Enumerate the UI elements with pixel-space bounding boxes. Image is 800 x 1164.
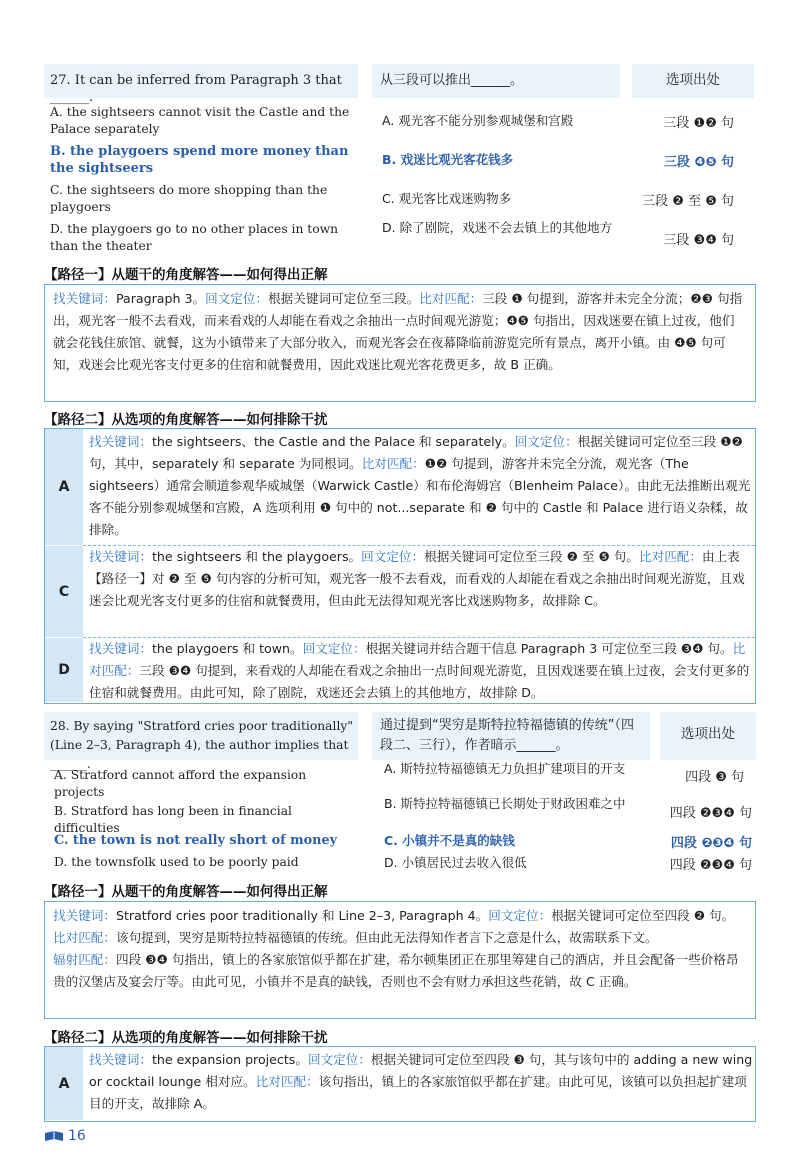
q28-path1-text: 找关键词：Stratford cries poor traditionally 和 Line 2–3, Paragraph 4。回文定位：根据关键词可定位至四段 ❷ 句。 比对匹配：该句提到，哭穷是斯特拉特福德镇的传统。但由此无法得知作者言下之意是什么，故需联系下文。 辐射匹配：四段 ❸❹ 句指出，镇上的各家旅馆似乎都在扩建，希尔顿集团正在那里筹建自己的酒店，并且会配备一些价格昂贵的汉堡店及宴会厅等。由此可见，小镇并不是真的缺钱，否则也不会有财力承担这些花销，故 C 正确。 <box>53 908 739 989</box>
q27-stem-cn: 从三段可以推出______。 <box>380 73 524 88</box>
q27-stem-bar <box>44 64 358 105</box>
book-icon <box>44 1130 64 1142</box>
q27-path2-row-d: 找关键词：the playgoers 和 town。回文定位：根据关键词并结合题干信息 Paragraph 3 可定位至三段 ❸❹ 句。比对匹配：三段 ❸❹ 句提到，来看戏的人却能在看戏之余抽出一点时间观光游览，且因戏迷要在镇上过夜，会支付更多的住宿和就餐费用。由此可知，除了剧院，戏迷还会去镇上的其他地方，故排除 D。 <box>89 641 750 700</box>
q28-option-d-en: D. the townsfolk used to be poorly paid <box>54 855 299 869</box>
q27-option-a-en: A. the sightseers cannot visit the Castle and the Palace separately <box>50 105 350 136</box>
q27-path2-title: 【路径二】从选项的角度解答——如何排除干扰 <box>44 412 328 428</box>
page-number: 16 <box>68 1128 86 1144</box>
q27-path1-title: 【路径一】从题干的角度解答——如何得出正解 <box>44 267 328 283</box>
q27-loc-header: 选项出处 <box>666 72 720 88</box>
q27-option-b-loc: 三段 ❹❺ 句 <box>663 155 734 170</box>
q28-option-a-en: A. Stratford cannot afford the expansion projects <box>54 768 307 799</box>
q27-stem-cn-bar <box>372 64 620 98</box>
q27-loc-header-bar <box>632 64 754 98</box>
q28-path2-tag-a: A <box>45 1047 83 1120</box>
q28-option-c-en: C. the town is not really short of money <box>54 833 338 848</box>
q28-option-c-loc: 四段 ❷❸❹ 句 <box>670 836 752 851</box>
q28-path1-box <box>44 901 756 1019</box>
q27-option-a-cn: A. 观光客不能分别参观城堡和宫殿 <box>382 113 574 128</box>
label-locate: 回文定位： <box>205 291 269 306</box>
q28-path2-title: 【路径二】从选项的角度解答——如何排除干扰 <box>44 1030 328 1046</box>
q28-path2-row-a: 找关键词：the expansion projects。回文定位：根据关键词可定位至四段 ❸ 句，其与该句中的 adding a new wing or cocktail lounge 相对应。比对匹配：该句指出，镇上的各家旅馆似乎都在扩建。由此可见，该镇可以负担起扩建项目的开支，故排除 A。 <box>89 1052 753 1111</box>
q28-option-a-cn: A. 斯特拉特福德镇无力负担扩建项目的开支 <box>384 761 626 776</box>
q27-path2-tag-a: A <box>45 429 83 545</box>
q27-option-d-loc: 三段 ❸❹ 句 <box>663 233 734 248</box>
q28-option-b-loc: 四段 ❷❸❹ 句 <box>669 806 752 821</box>
q28-option-b-en: B. Stratford has long been in financial difficulties <box>54 804 292 835</box>
q27-option-b-en: B. the playgoers spend more money than the sightseers <box>50 144 349 176</box>
q27-option-a-loc: 三段 ❶❷ 句 <box>663 116 734 131</box>
q28-stem-cn: 通过提到“哭穷是斯特拉特福德镇的传统”（四段二、三行），作者暗示______。 <box>380 718 634 753</box>
q28-loc-header: 选项出处 <box>681 726 735 742</box>
q28-option-d-cn: D. 小镇居民过去收入很低 <box>384 855 527 870</box>
q28-option-c-cn: C. 小镇并不是真的缺钱 <box>384 833 515 848</box>
label-find-keyword: 找关键词： <box>53 291 116 306</box>
q27-path1-box <box>44 284 756 402</box>
q28-stem-cn-bar <box>372 712 650 760</box>
q27-option-c-en: C. the sightseers do more shopping than the playgoers <box>50 183 328 214</box>
q28-stem: 28. By saying "Stratford cries poor traditionally" (Line 2–3, Paragraph 4), the author implies that ______. <box>50 719 353 771</box>
q27-path2-row-c: 找关键词：the sightseers 和 the playgoers。回文定位：根据关键词可定位至三段 ❷ 至 ❺ 句。比对匹配：由上表【路径一】对 ❷ 至 ❺ 句内容的分析可知，观光客一般不去看戏，而看戏的人却能在看戏之余抽出时间观光游览，且戏迷会比观光客支付更多的住宿和就餐费用，但由此无法得知观光客比戏迷购物多，故排除 C。 <box>89 549 745 608</box>
q28-loc-header-bar <box>660 712 756 760</box>
q27-option-c-cn: C. 观光客比戏迷购物多 <box>382 191 512 206</box>
q28-option-b-cn: B. 斯特拉特福德镇已长期处于财政困难之中 <box>384 796 626 811</box>
q28-option-a-loc: 四段 ❸ 句 <box>685 770 744 785</box>
q28-option-d-loc: 四段 ❷❸❹ 句 <box>669 858 752 873</box>
q27-path2-row-a: 找关键词：the sightseers、the Castle and the Palace 和 separately。回文定位：根据关键词可定位至三段 ❶❷ 句，其中，separately 和 separate 为同根词。比对匹配：❶❷ 句提到，游客并未完全分流，观光客（The sightseers）通常会顺道参观华威城堡（Warwick Castle）和布伦海姆宫（Blenheim Palace）。由此无法推断出观光客不能分别参观城堡和宫殿，A 选项利用 ❶ 句中的 not...separate 和 ❷ 句中的 Castle 和 Palace 进行语义杂糅，故排除。 <box>89 434 751 537</box>
q27-stem: 27. It can be inferred from Paragraph 3 that ______. <box>50 73 342 105</box>
q28-path2-box <box>44 1046 756 1122</box>
q27-path2-tag-c: C <box>45 546 83 637</box>
q27-option-b-cn: B. 戏迷比观光客花钱多 <box>382 152 514 167</box>
q27-option-c-loc: 三段 ❷ 至 ❺ 句 <box>642 194 734 209</box>
q28-stem-bar <box>44 712 358 771</box>
q27-path2-tag-d: D <box>45 638 83 702</box>
q28-path1-title: 【路径一】从题干的角度解答——如何得出正解 <box>44 884 328 900</box>
label-match: 比对匹配： <box>419 291 483 306</box>
q27-option-d-en: D. the playgoers go to no other places in town than the theater <box>50 222 339 253</box>
page-footer <box>44 1128 86 1144</box>
q27-path1-text: 找关键词：Paragraph 3。回文定位：根据关键词可定位至三段。比对匹配：三段 ❶ 句提到，游客并未完全分流；❷❸ 句指出，观光客一般不去看戏，而来看戏的人却能在看戏之余抽出一点时间观光游览；❹❺ 句指出，因戏迷要在镇上过夜，他们就会花钱住旅馆、就餐，这为小镇带来了大部分收入，而观光客会在夜幕降临前游览完所有景点，离开小镇。由 ❹❺ 句可知，戏迷会比观光客支付更多的住宿和就餐费用，因此戏迷比观光客花费更多，故 B 正确。 <box>53 291 743 372</box>
q27-option-d-cn: D. 除了剧院，戏迷不会去镇上的其他地方 <box>382 220 613 235</box>
q27-path2-box <box>44 428 756 704</box>
